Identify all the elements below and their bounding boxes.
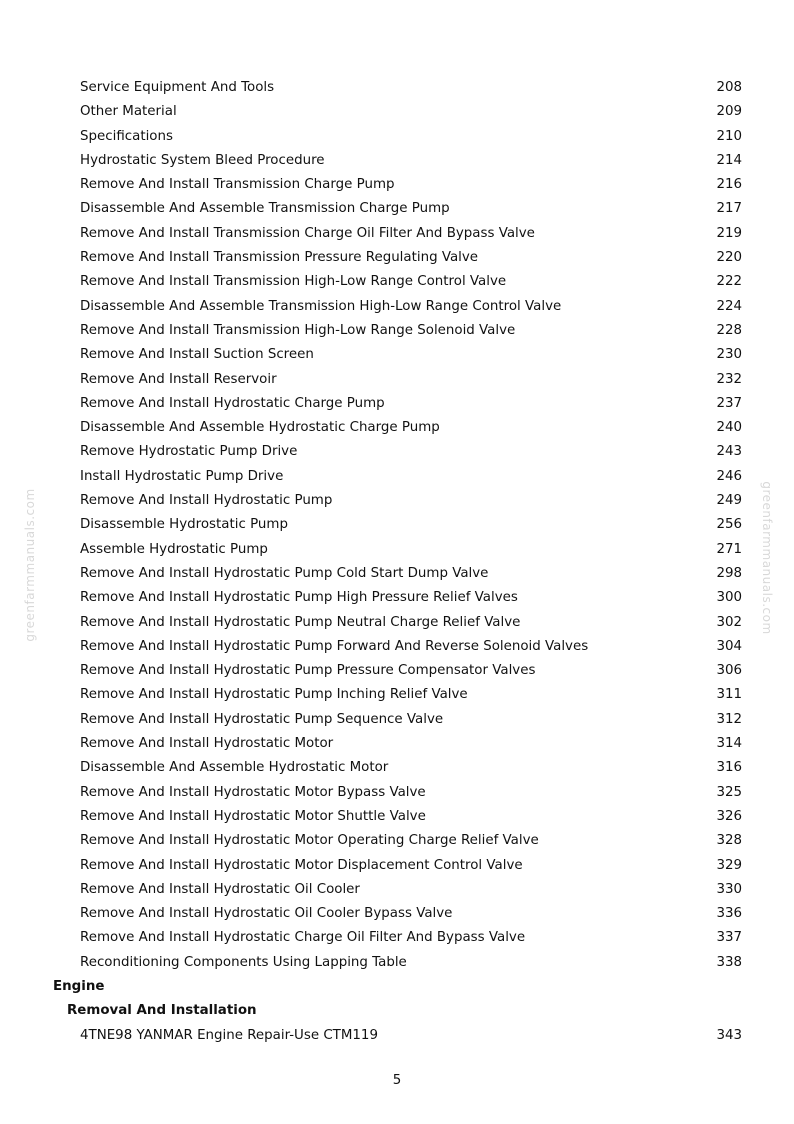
toc-entry-title: Service Equipment And Tools — [80, 80, 275, 95]
toc-entry-page: 222 — [716, 274, 742, 290]
toc-entry[interactable] — [0, 611, 794, 635]
toc-entry[interactable] — [0, 368, 794, 392]
toc-entry-page: 271 — [716, 541, 742, 557]
toc-entry-page: 311 — [716, 687, 742, 703]
toc-entry[interactable] — [0, 635, 794, 659]
toc-entry-page: 219 — [716, 225, 742, 241]
watermark-right: greenfarmmanuals.com — [760, 481, 774, 635]
toc-entry-page: 326 — [716, 808, 742, 824]
toc-entry-page: 325 — [716, 784, 742, 800]
toc-entry-title: Reconditioning Components Using Lapping Table — [80, 954, 407, 970]
toc-entry[interactable] — [0, 878, 794, 902]
toc-entry[interactable] — [0, 100, 794, 124]
toc-entry-title: Remove And Install Hydrostatic Motor — [80, 736, 334, 752]
toc-entry-page: 298 — [716, 565, 742, 581]
toc-entry[interactable] — [0, 708, 794, 732]
toc-entry-title: Remove And Install Suction Screen — [80, 347, 314, 363]
toc-entry[interactable] — [0, 1024, 794, 1048]
toc-entry[interactable] — [0, 149, 794, 173]
toc-entry[interactable] — [0, 440, 794, 464]
toc-section-heading[interactable] — [0, 999, 794, 1023]
toc-section-heading[interactable] — [0, 975, 794, 999]
toc-entry-page: 256 — [716, 517, 742, 533]
toc-entry-page: 337 — [716, 930, 742, 946]
toc-entry-page: 300 — [716, 590, 742, 606]
toc-entry[interactable] — [0, 222, 794, 246]
toc-entry-title: Remove And Install Transmission Charge Pump — [80, 177, 395, 193]
toc-entry-page: 228 — [716, 322, 742, 338]
toc-entry-page: 302 — [716, 614, 742, 630]
toc-entry-page: 217 — [716, 201, 742, 217]
toc-entry[interactable] — [0, 732, 794, 756]
toc-entry-title: Remove And Install Hydrostatic Pump Cold Start Dump Valve — [80, 565, 489, 581]
toc-entry[interactable] — [0, 854, 794, 878]
toc-entry-title: Remove And Install Hydrostatic Motor Displacement Control Valve — [80, 857, 523, 873]
toc-entry-page: 208 — [716, 80, 742, 95]
toc-entry-page: 216 — [716, 177, 742, 193]
table-of-contents — [0, 76, 794, 1048]
toc-entry[interactable] — [0, 319, 794, 343]
toc-entry-title: Assemble Hydrostatic Pump — [80, 541, 268, 557]
toc-entry-title: Remove And Install Reservoir — [80, 371, 277, 387]
toc-entry-page: 220 — [716, 250, 742, 266]
toc-entry-page: 314 — [716, 736, 742, 752]
toc-entry-page: 338 — [716, 954, 742, 970]
toc-entry-page: 249 — [716, 493, 742, 509]
toc-entry[interactable] — [0, 270, 794, 294]
toc-entry-page: 246 — [716, 468, 742, 484]
toc-entry-title: Remove And Install Transmission High-Low Range Solenoid Valve — [80, 322, 516, 338]
toc-entry-page: 343 — [716, 1027, 742, 1043]
toc-entry-title: Remove And Install Hydrostatic Pump Sequence Valve — [80, 711, 444, 727]
toc-entry[interactable] — [0, 76, 794, 100]
toc-entry-page: 224 — [716, 298, 742, 314]
toc-entry-page: 336 — [716, 906, 742, 922]
toc-entry-page: 243 — [716, 444, 742, 460]
toc-entry-title: Remove And Install Transmission Pressure Regulating Valve — [80, 250, 479, 266]
toc-entry[interactable] — [0, 781, 794, 805]
toc-entry-title: Disassemble And Assemble Hydrostatic Charge Pump — [80, 420, 440, 436]
toc-entry-title: Remove And Install Hydrostatic Pump High Pressure Relief Valves — [80, 590, 518, 606]
toc-entry-title: Remove And Install Hydrostatic Oil Cooler — [80, 881, 360, 897]
toc-entry[interactable] — [0, 295, 794, 319]
toc-entry-page: 240 — [716, 420, 742, 436]
toc-entry-title: Remove And Install Hydrostatic Motor Operating Charge Relief Valve — [80, 833, 539, 849]
toc-entry-page: 304 — [716, 638, 742, 654]
toc-entry[interactable] — [0, 513, 794, 537]
toc-entry-page: 329 — [716, 857, 742, 873]
toc-entry-title: Disassemble And Assemble Hydrostatic Motor — [80, 760, 389, 776]
toc-entry-page: 312 — [716, 711, 742, 727]
toc-entry[interactable] — [0, 465, 794, 489]
toc-entry[interactable] — [0, 926, 794, 950]
toc-entry[interactable] — [0, 562, 794, 586]
toc-entry-title: Disassemble And Assemble Transmission Charge Pump — [80, 201, 450, 217]
toc-entry-title: Remove And Install Hydrostatic Pump — [80, 493, 333, 509]
toc-entry-page: 210 — [716, 128, 742, 144]
toc-entry-title: Other Material — [80, 104, 177, 120]
toc-entry-title: Disassemble And Assemble Transmission High-Low Range Control Valve — [80, 298, 562, 314]
toc-entry-page: 214 — [716, 152, 742, 168]
toc-entry-title: Disassemble Hydrostatic Pump — [80, 517, 288, 533]
toc-entry-page: 328 — [716, 833, 742, 849]
toc-entry-page: 316 — [716, 760, 742, 776]
toc-entry-title: Remove And Install Hydrostatic Oil Cooler Bypass Valve — [80, 906, 453, 922]
toc-entry[interactable] — [0, 951, 794, 975]
toc-entry[interactable] — [0, 659, 794, 683]
toc-entry-title: Remove And Install Hydrostatic Motor Bypass Valve — [80, 784, 426, 800]
toc-entry-title: Remove And Install Transmission High-Low Range Control Valve — [80, 274, 507, 290]
toc-entry-title: Remove And Install Hydrostatic Charge Oil Filter And Bypass Valve — [80, 930, 526, 946]
toc-entry-title: Specifications — [80, 128, 173, 144]
toc-entry-title: Remove Hydrostatic Pump Drive — [80, 444, 298, 460]
toc-entry-page: 230 — [716, 347, 742, 363]
toc-entry[interactable] — [0, 538, 794, 562]
toc-entry[interactable] — [0, 343, 794, 367]
toc-entry[interactable] — [0, 246, 794, 270]
toc-entry-title: Removal And Installation — [67, 1003, 257, 1019]
page-number: 5 — [392, 1073, 402, 1088]
toc-entry-title: Remove And Install Hydrostatic Pump Inching Relief Valve — [80, 687, 468, 703]
toc-entry-page: 237 — [716, 395, 742, 411]
toc-entry-title: Remove And Install Transmission Charge Oil Filter And Bypass Valve — [80, 225, 535, 241]
toc-entry[interactable] — [0, 829, 794, 853]
toc-entry-title: Remove And Install Hydrostatic Pump Neutral Charge Relief Valve — [80, 614, 521, 630]
toc-entry[interactable] — [0, 197, 794, 221]
toc-entry-title: Remove And Install Hydrostatic Pump Forward And Reverse Solenoid Valves — [80, 638, 589, 654]
toc-entry-title: Hydrostatic System Bleed Procedure — [80, 152, 325, 168]
toc-entry-title: Remove And Install Hydrostatic Charge Pump — [80, 395, 385, 411]
toc-entry-title: Remove And Install Hydrostatic Pump Pressure Compensator Valves — [80, 663, 536, 679]
toc-entry-title: 4TNE98 YANMAR Engine Repair-Use CTM119 — [80, 1027, 378, 1043]
toc-entry-page: 306 — [716, 663, 742, 679]
toc-entry[interactable] — [0, 173, 794, 197]
toc-entry[interactable] — [0, 805, 794, 829]
toc-entry-page: 330 — [716, 881, 742, 897]
toc-entry[interactable] — [0, 416, 794, 440]
toc-entry-page: 209 — [716, 104, 742, 120]
toc-entry-title: Remove And Install Hydrostatic Motor Shuttle Valve — [80, 808, 426, 824]
toc-entry-page: 232 — [716, 371, 742, 387]
toc-entry-title: Install Hydrostatic Pump Drive — [80, 468, 284, 484]
watermark-left: greenfarmmanuals.com — [23, 488, 37, 642]
toc-entry[interactable] — [0, 586, 794, 610]
toc-entry[interactable] — [0, 125, 794, 149]
toc-entry[interactable] — [0, 902, 794, 926]
toc-entry[interactable] — [0, 756, 794, 780]
toc-entry-title: Engine — [53, 978, 105, 994]
toc-entry[interactable] — [0, 683, 794, 707]
toc-entry[interactable] — [0, 392, 794, 416]
toc-entry[interactable] — [0, 489, 794, 513]
